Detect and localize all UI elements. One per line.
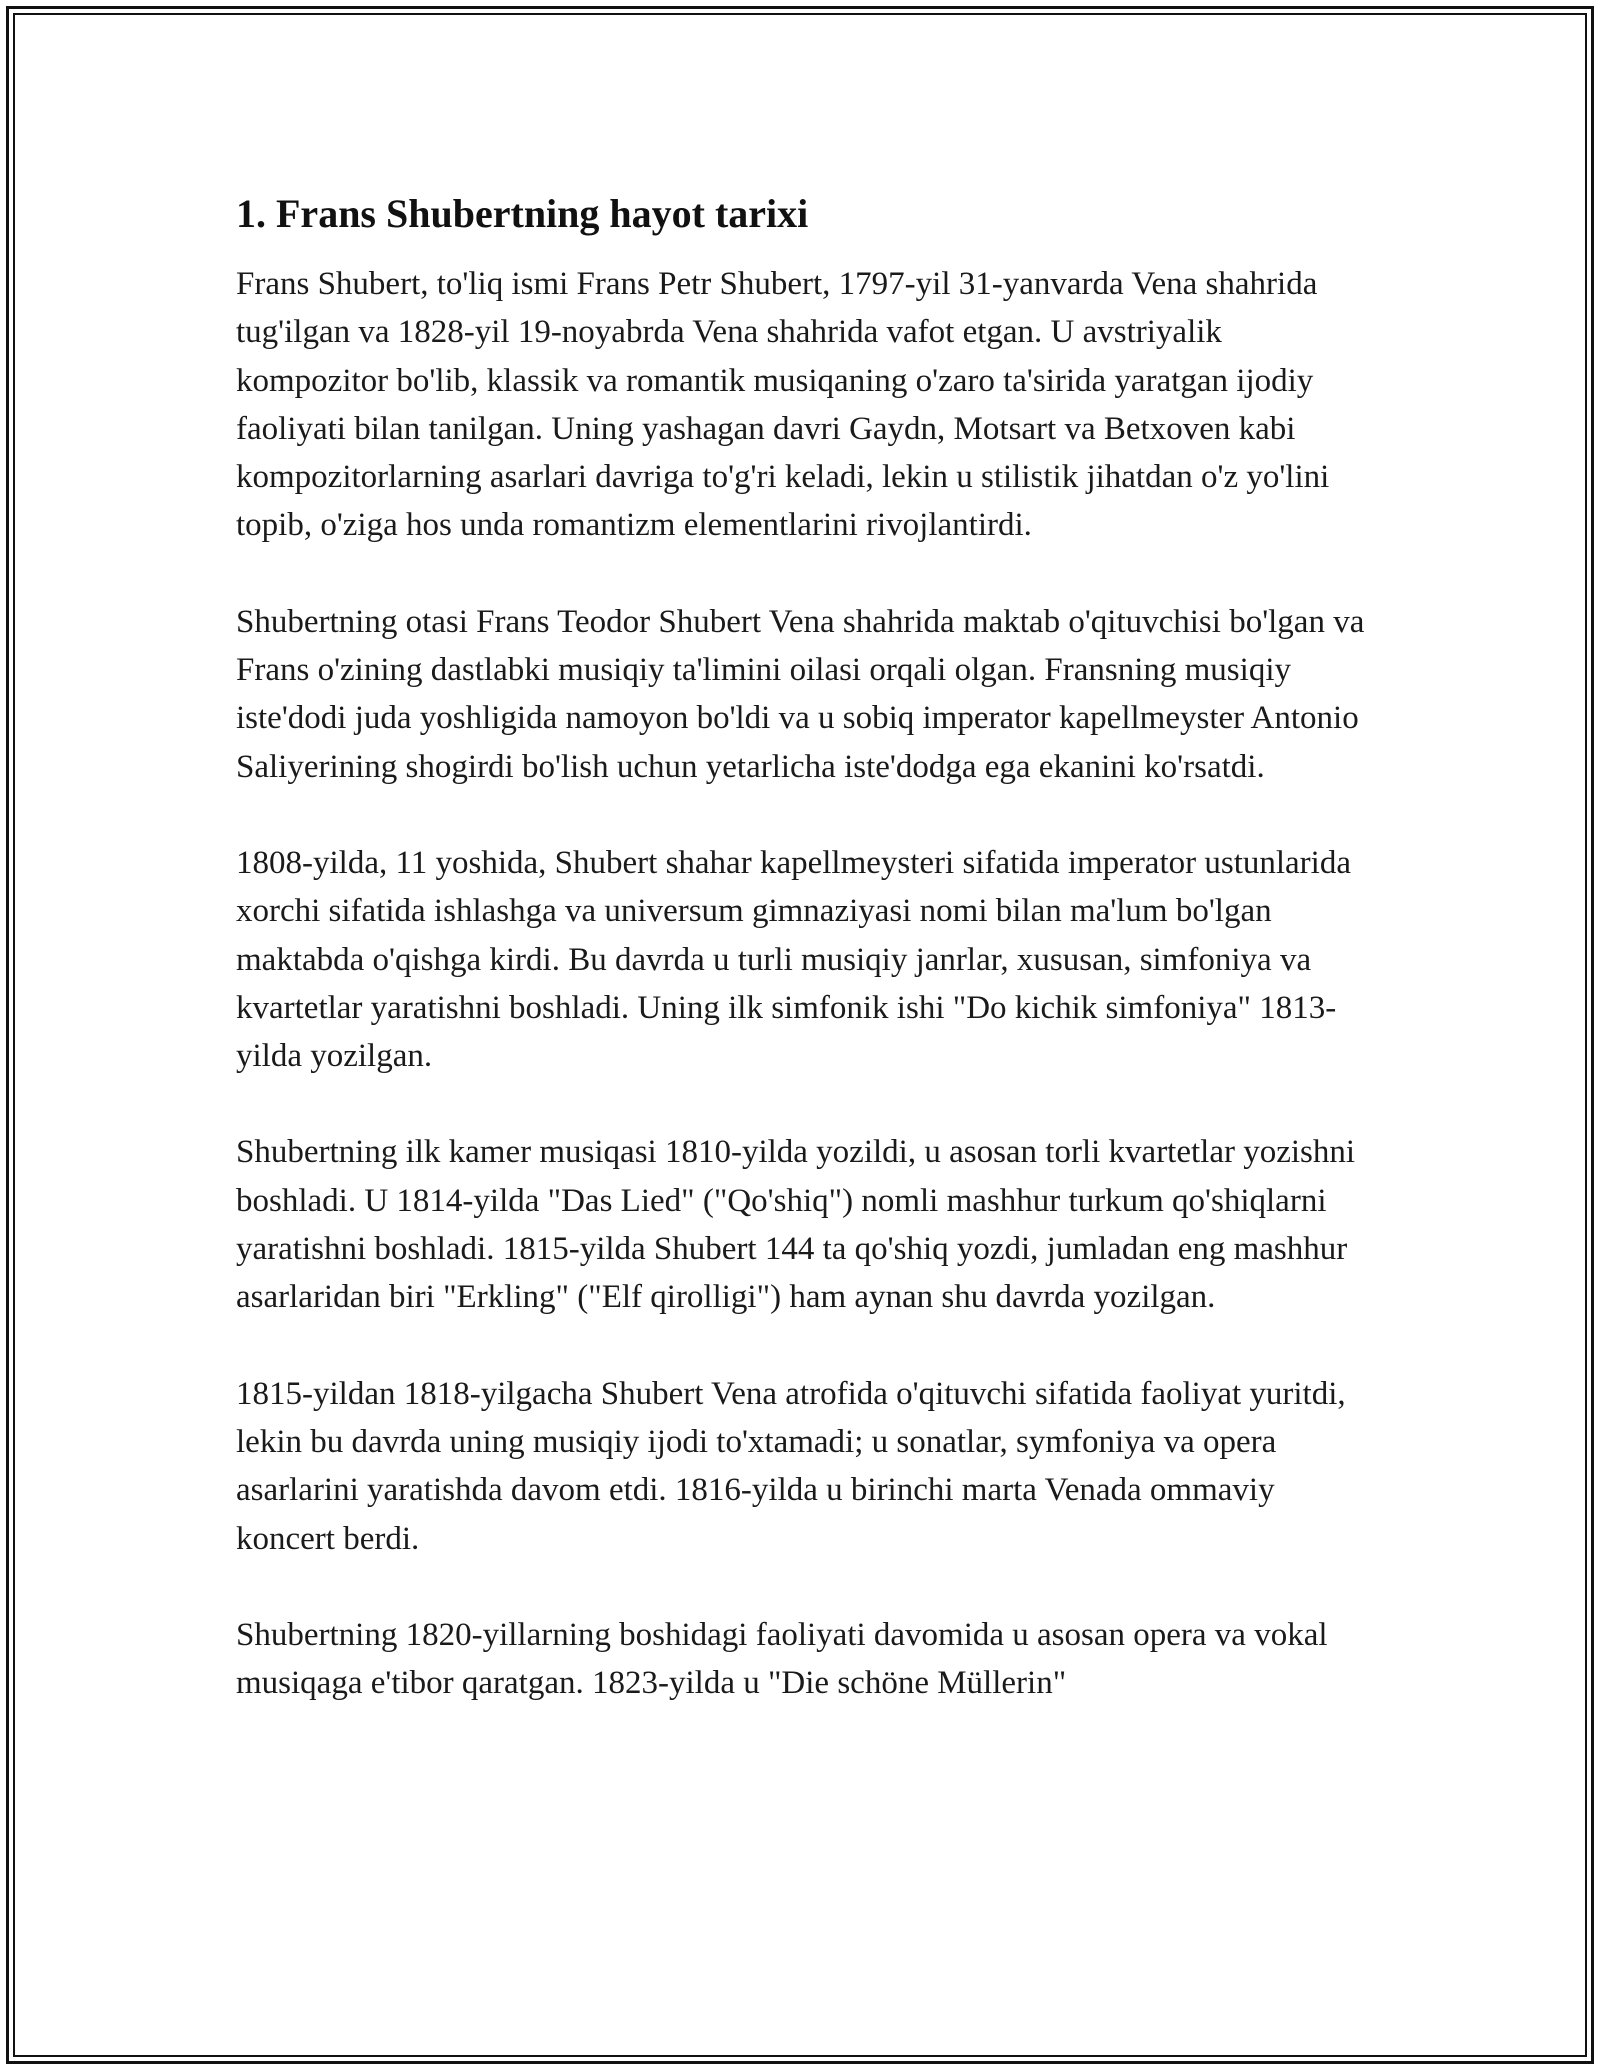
paragraph-4: Shubertning ilk kamer musiqasi 1810-yilda yozildi, u asosan torli kvartetlar yozishni boshladi. U 1814-yilda "Das Lied" ("Qo'shiq") nomli mashhur turkum qo'shiqlarni yaratishni boshladi. 1815-yilda Shubert 144 ta qo'shiq yozdi, jumladan eng mashhur asarlaridan biri "Erkling" ("Elf qirolligi") ham aynan shu davrda yozilgan. bbox=[236, 1134, 1356, 1316]
paragraph-2: Shubertning otasi Frans Teodor Shubert Vena shahrida maktab o'qituvchisi bo'lgan va Frans o'zining dastlabki musiqiy ta'limini oilasi orqali olgan. Fransning musiqiy iste'dodi juda yoshligida namoyon bo'ldi va u sobiq imperator kapellmeyster Antonio Saliyerining shogirdi bo'lish uchun yetarlicha iste'dodga ega ekanini ko'rsatdi. bbox=[236, 603, 1365, 785]
paragraph-6: Shubertning 1820-yillarning boshidagi faoliyati davomida u asosan opera va vokal musiqaga e'tibor qaratgan. 1823-yilda u "Die schöne Müllerin" bbox=[236, 1616, 1328, 1702]
paragraph-1: Frans Shubert, to'liq ismi Frans Petr Shubert, 1797-yil 31-yanvarda Vena shahrida tug'ilgan va 1828-yil 19-noyabrda Vena shahrida vafot etgan. U avstriyalik kompozitor bo'lib, klassik va romantik musiqaning o'zaro ta'sirida yaratgan ijodiy faoliyati bilan tanilgan. Uning yashagan davri Gaydn, Motsart va Betxoven kabi kompozitorlarning asarlari davriga to'g'ri keladi, lekin u stilistik jihatdan o'z yo'lini topib, o'ziga hos unda romantizm elementlarini rivojlantirdi. bbox=[236, 266, 1330, 544]
paragraph-3: 1808-yilda, 11 yoshida, Shubert shahar kapellmeysteri sifatida imperator ustunlarida xorchi sifatida ishlashga va universum gimnaziyasi nomi bilan ma'lum bo'lgan maktabda o'qishga kirdi. Bu davrda u turli musiqiy janrlar, xususan, simfoniya va kvartetlar yaratishni boshladi. Uning ilk simfonik ishi "Do kichik simfoniya" 1813-yilda yozilgan. bbox=[236, 844, 1351, 1075]
paragraph-5: 1815-yildan 1818-yilgacha Shubert Vena atrofida o'qituvchi sifatida faoliyat yuritdi, lekin bu davrda uning musiqiy ijodi to'xtamadi; u sonatlar, symfoniya va opera asarlarini yaratishda davom etdi. 1816-yilda u birinchi marta Venada ommaviy koncert berdi. bbox=[236, 1375, 1346, 1557]
section-heading: 1. Frans Shubertning hayot tarixi bbox=[236, 191, 809, 236]
document-body bbox=[236, 186, 1376, 1755]
